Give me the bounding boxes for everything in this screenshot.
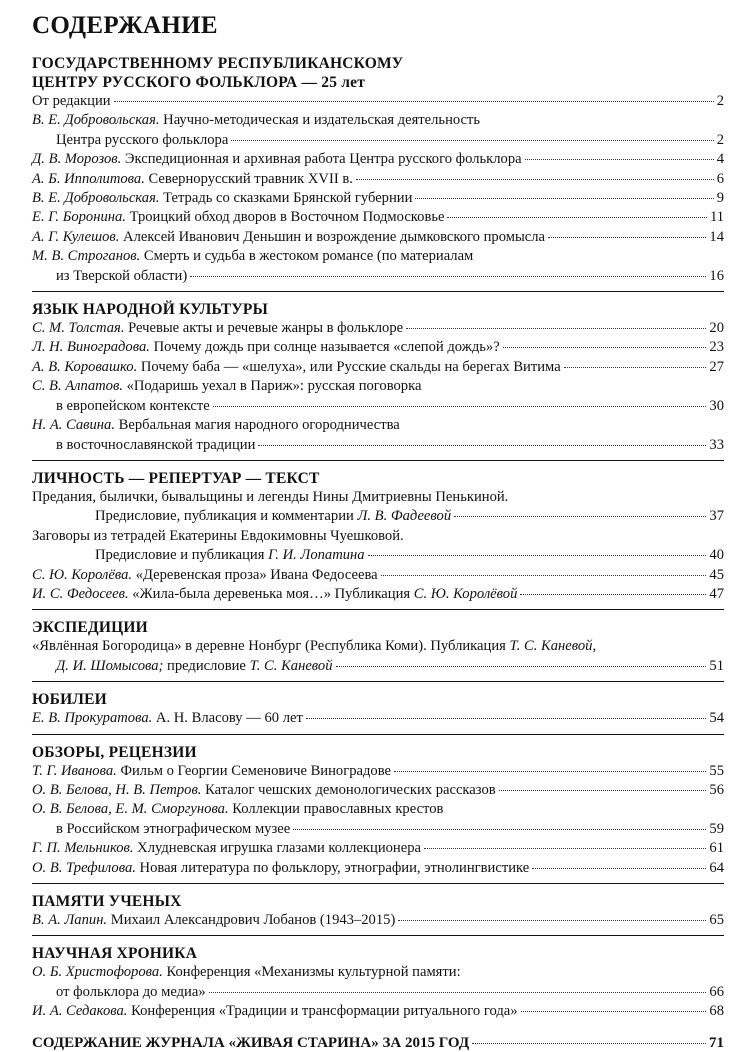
entry-credit: Д. И. Шомысова; [56,657,164,674]
entry-continuation [32,983,724,1002]
entry-title: Новая литература по фольклору, этнографии, этнолингвистике [135,859,530,876]
leader-dots [306,718,707,719]
entry-continuation [32,436,724,455]
leader-dots [114,101,714,102]
entry-line [32,781,724,800]
entry-text [32,319,403,338]
toc-entry[interactable] [32,189,724,208]
entry-author: Л. Н. Виноградова. [32,339,150,356]
toc-section [32,690,724,734]
entry-page: 27 [709,358,724,375]
entry-text [56,820,290,839]
entry-text [32,709,303,728]
entry-title: Предания, былички, бывальщины и легенды Нины Дмитриевны Пенькиной. [32,488,509,505]
entry-text [95,546,365,565]
entry-line [32,911,724,930]
final-entry-page: 71 [709,1034,724,1051]
entry-page: 61 [709,840,724,857]
entry-author: И. А. Седакова. [32,1003,128,1020]
entry-title: Тетрадь со сказками Брянской губернии [159,190,413,207]
toc-entry[interactable] [32,377,724,416]
toc-section [32,944,724,1026]
entry-line [32,208,724,227]
entry-page: 20 [709,320,724,337]
entry-title: Хлудневская игрушка глазами коллекционера [133,840,421,857]
toc-entry[interactable] [32,1002,724,1021]
entry-page: 2 [716,131,724,148]
leader-dots [258,445,706,446]
entry-title: Почему баба — «шелуха», или Русские скальды на берегах Витима [137,358,561,375]
entry-author: В. А. Лапин. [32,912,108,928]
entry-text [32,911,395,930]
toc-entry[interactable] [32,150,724,169]
entry-author: А. Г. Кулешов. [32,228,120,245]
entry-line [32,416,724,435]
entry-line [32,488,724,507]
toc-entry[interactable] [32,839,724,858]
entry-author: Е. В. Прокуратова. [32,710,153,727]
entry-text [56,397,210,416]
entry-continuation [32,546,724,565]
entry-text [32,208,444,227]
entry-page: 33 [709,436,724,453]
leader-dots [381,575,707,576]
toc-entry[interactable] [32,800,724,839]
entry-page: 55 [709,762,724,779]
entry-credit: Т. С. Каневой [249,657,333,674]
entry-line [32,150,724,169]
entry-title: Конференция «Механизмы культурной памяти: [162,964,461,981]
section-heading: ЦЕНТРУ РУССКОГО ФОЛЬКЛОРА — 25 лет [32,74,366,91]
entry-title: Севернорусский травник XVII в. [144,170,353,187]
leader-dots [447,217,706,218]
entry-continuation [32,657,724,676]
entry-author: И. С. Федосеев. [32,585,129,602]
entry-line [32,566,724,585]
entry-text [32,92,111,111]
leader-dots [415,198,713,199]
entry-author: А. Б. Ипполитова. [32,170,145,187]
entry-text [32,189,412,208]
toc-entry[interactable] [32,859,724,878]
entry-line [32,338,724,357]
entry-text [32,338,500,357]
entry-text [32,566,378,585]
entry-author: Е. Г. Боронина. [32,209,126,226]
toc-section [32,618,724,682]
entry-title: А. Н. Власову — 60 лет [152,710,303,727]
entry-line [32,637,724,656]
toc-section [32,892,724,936]
toc-entry[interactable] [32,527,724,566]
entry-title: Смерть и судьба в жестоком романсе (по материалам [140,248,474,265]
toc-entry[interactable] [32,488,724,527]
entry-line [32,1002,724,1021]
entry-credit: С. Ю. Королёвой [413,585,518,602]
leader-dots [406,328,706,329]
leader-dots [190,276,706,277]
entry-line [32,585,724,604]
final-entry[interactable] [32,1035,724,1052]
entry-title: из Тверской области) [56,267,188,284]
entry-author: В. Е. Добровольская. [32,112,160,129]
entry-page: 37 [709,508,724,525]
entry-title: «Деревенская проза» Ивана Федосеева [132,566,378,583]
entry-text [56,131,228,150]
entry-title: Михаил Александрович Лобанов (1943–2015) [107,912,396,928]
entry-author: Т. Г. Иванова. [32,762,117,779]
leader-dots [209,992,707,993]
entry-title: Предисловие и публикация [95,547,269,564]
entry-page: 6 [716,170,724,187]
leader-dots [472,1043,706,1044]
entry-line [32,800,724,819]
toc-entry[interactable] [32,566,724,585]
entry-page: 47 [709,585,724,602]
entry-text [32,859,529,878]
leader-dots [499,790,707,791]
entry-title: в Российском этнографическом музее [56,820,291,837]
entry-line [32,319,724,338]
entry-title: в восточнославянской традиции [56,436,256,453]
entry-author: Н. А. Савина. [32,417,115,434]
entry-page: 68 [709,1003,724,1020]
toc-entry[interactable] [32,111,724,150]
entry-credit: Т. С. Каневой, [509,638,597,655]
entry-title: Вербальная магия народного огородничества [115,417,400,434]
entry-text [56,983,206,1002]
entry-page: 2 [716,93,724,109]
entry-line [32,228,724,247]
entry-page: 65 [709,912,724,928]
entry-author: В. Е. Добровольская. [32,190,160,207]
toc-entry[interactable] [32,637,724,676]
entry-page: 59 [709,820,724,837]
entry-title: Троицкий обход дворов в Восточном Подмосковье [125,209,445,226]
toc-entry[interactable] [32,208,724,227]
entry-continuation [32,267,724,286]
entry-author: А. В. Коровашко. [32,358,138,375]
entry-page: 66 [709,983,724,1000]
toc-entry[interactable] [32,709,724,728]
leader-dots [293,829,706,830]
entry-author: М. В. Строганов. [32,248,141,265]
entry-text [95,507,451,526]
leader-dots [548,237,706,238]
leader-dots [532,868,706,869]
entry-title: Предисловие, публикация и комментарии [95,508,358,525]
entry-title: Центра русского фольклора [56,131,229,148]
toc-section [32,469,724,610]
entry-author: С. Ю. Королёва. [32,566,133,583]
entry-title: Коллекции православных крестов [228,801,444,818]
entry-line [32,859,724,878]
entry-title: Алексей Иванович Деньшин и возрождение дымковского промысла [119,228,546,245]
entry-text [56,436,255,455]
entry-text [32,585,517,604]
leader-dots [356,179,714,180]
toc-section [32,743,724,884]
toc-sections [32,54,724,1027]
entry-text [32,358,561,377]
leader-dots [520,594,706,595]
leader-dots [564,367,707,368]
entry-continuation [32,397,724,416]
toc-entry[interactable] [32,911,724,930]
toc-entry[interactable] [32,228,724,247]
leader-dots [454,516,706,517]
entry-page: 56 [709,781,724,798]
toc-section [32,54,724,292]
toc-entry[interactable] [32,338,724,357]
toc-entry[interactable] [32,319,724,338]
entry-title: Речевые акты и речевые жанры в фольклоре [124,320,404,337]
entry-title: «Подаришь уехал в Париж»: русская поговорка [122,378,422,395]
toc-entry[interactable] [32,358,724,377]
entry-title: в европейском контексте [56,397,210,414]
entry-title: От редакции [32,93,111,109]
entry-page: 4 [716,151,724,168]
entry-text [32,1002,518,1021]
entry-line [32,92,724,111]
entry-page: 51 [709,657,724,674]
toc-entry[interactable] [32,92,724,111]
entry-text [32,170,353,189]
entry-title: от фольклора до медиа» [56,983,206,1000]
table-of-contents [32,12,724,1052]
entry-title: Конференция «Традиции и трансформации ритуального года» [127,1003,518,1020]
entry-text [56,267,187,286]
entry-line [32,111,724,130]
entry-page: 54 [709,710,724,727]
leader-dots [231,140,713,141]
toc-entry[interactable] [32,762,724,781]
entry-text [32,839,421,858]
leader-dots [503,347,707,348]
entry-line [32,963,724,982]
entry-page: 11 [709,209,724,226]
entry-line [32,839,724,858]
leader-dots [398,920,706,921]
section-heading: ПАМЯТИ УЧЕНЫХ [32,893,182,910]
entry-line [32,527,724,546]
section-heading: НАУЧНАЯ ХРОНИКА [32,945,198,963]
leader-dots [424,848,706,849]
entry-title: Заговоры из тетрадей Екатерины Евдокимовны Чуешковой. [32,527,404,544]
entry-continuation [32,131,724,150]
entry-line [32,247,724,266]
entry-page: 9 [716,190,724,207]
entry-continuation [32,507,724,526]
entry-text [56,657,333,676]
section-heading: ГОСУДАРСТВЕННОМУ РЕСПУБЛИКАНСКОМУ [32,55,404,72]
entry-text [32,150,522,169]
entry-title: Почему дождь при солнце называется «слепой дождь»? [149,339,500,356]
leader-dots [525,159,714,160]
entry-author: С. В. Алпатов. [32,378,123,395]
entry-line [32,358,724,377]
entry-author: Г. П. Мельников. [32,840,134,857]
entry-text [32,781,496,800]
entry-page: 23 [709,339,724,356]
entry-author: О. Б. Христофорова. [32,964,163,981]
toc-entry[interactable] [32,416,724,455]
toc-entry[interactable] [32,170,724,189]
entry-title: Экспедиционная и архивная работа Центра русского фольклора [121,151,522,168]
entry-title: «Явлённая Богородица» в деревне Нонбург (Республика Коми). Публикация [32,638,510,655]
toc-entry[interactable] [32,963,724,1002]
entry-title: «Жила-была деревенька моя…» Публикация [128,585,414,602]
toc-section [32,300,724,461]
entry-author: О. В. Белова, Н. В. Петров. [32,781,202,798]
leader-dots [336,666,707,667]
leader-dots [368,555,707,556]
page-title: СОДЕРЖАНИЕ [32,12,218,39]
entry-author: О. В. Белова, Е. М. Сморгунова. [32,801,229,818]
entry-line [32,762,724,781]
section-heading: ЮБИЛЕИ [32,691,107,709]
entry-line [32,377,724,396]
entry-title: Каталог чешских демонологических рассказов [201,781,496,798]
entry-line [32,189,724,208]
toc-entry[interactable] [32,247,724,286]
toc-entry[interactable] [32,585,724,604]
entry-author: Д. В. Морозов. [32,151,122,168]
section-heading: ЭКСПЕДИЦИИ [32,619,148,637]
entry-line [32,709,724,728]
entry-line [32,170,724,189]
entry-page: 30 [709,397,724,414]
entry-title: предисловие [163,657,250,674]
leader-dots [213,406,707,407]
entry-page: 16 [709,267,724,284]
section-heading: ЛИЧНОСТЬ — РЕПЕРТУАР — ТЕКСТ [32,469,320,487]
entry-text [32,228,545,247]
final-entry-title: СОДЕРЖАНИЕ ЖУРНАЛА «ЖИВАЯ СТАРИНА» ЗА 2015 ГОД [32,1034,470,1051]
entry-page: 14 [709,228,724,245]
entry-credit: Г. И. Лопатина [268,547,365,564]
leader-dots [394,771,706,772]
section-heading: ОБЗОРЫ, РЕЦЕНЗИИ [32,743,197,761]
entry-author: О. В. Трефилова. [32,859,136,876]
entry-title: Фильм о Георгии Семеновиче Виноградове [116,762,391,779]
toc-entry[interactable] [32,781,724,800]
section-heading: ЯЗЫК НАРОДНОЙ КУЛЬТУРЫ [32,301,269,319]
entry-continuation [32,820,724,839]
entry-credit: Л. В. Фадеевой [357,508,452,525]
entry-text [32,762,391,781]
entry-title: Научно-методическая и издательская деятельность [159,112,481,129]
leader-dots [521,1011,707,1012]
entry-page: 45 [709,566,724,583]
entry-page: 40 [709,547,724,564]
entry-page: 64 [709,859,724,876]
entry-author: С. М. Толстая. [32,320,125,337]
